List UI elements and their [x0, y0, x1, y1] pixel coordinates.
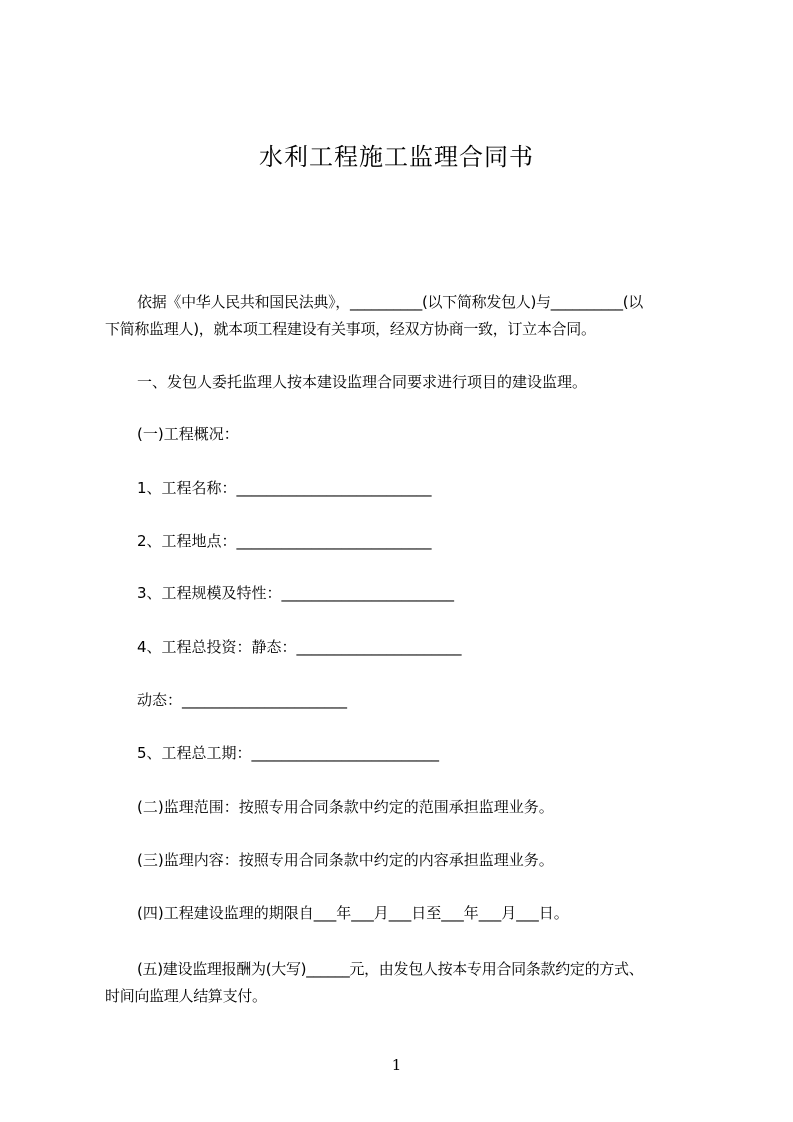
item-project-name: 1、工程名称：__________________________ — [137, 479, 432, 497]
section-1-heading: 一、发包人委托监理人按本建设监理合同要求进行项目的建设监理。 — [137, 373, 588, 391]
supervision-content: (三)监理内容：按照专用合同条款中约定的内容承担监理业务。 — [137, 851, 554, 869]
supervision-scope: (二)监理范围：按照专用合同条款中约定的范围承担监理业务。 — [137, 798, 554, 816]
item-project-scale: 3、工程规模及特性：_______________________ — [137, 584, 455, 602]
remuneration-line-1: (五)建设监理报酬为(大写)______元，由发包人按本专用合同条款约定的方式、 — [137, 960, 644, 978]
item-investment-dynamic: 动态：______________________ — [137, 691, 348, 709]
subsection-project-overview: (一)工程概况： — [137, 425, 239, 443]
item-total-duration: 5、工程总工期：_________________________ — [137, 744, 440, 762]
remuneration-line-2: 时间向监理人结算支付。 — [105, 987, 267, 1005]
item-investment-static: 4、工程总投资：静态：______________________ — [137, 638, 462, 656]
page-number: 1 — [391, 1056, 402, 1074]
supervision-period: (四)工程建设监理的期限自___年___月___日至___年___月___日。 — [137, 904, 569, 922]
item-project-location: 2、工程地点：__________________________ — [137, 532, 432, 550]
preamble-line-1: 依据《中华人民共和国民法典》，__________(以下简称发包人)与__________(以 — [137, 293, 643, 311]
document-title: 水利工程施工监理合同书 — [259, 143, 534, 171]
preamble-line-2: 下简称监理人)，就本项工程建设有关事项，经双方协商一致，订立本合同。 — [105, 320, 596, 338]
